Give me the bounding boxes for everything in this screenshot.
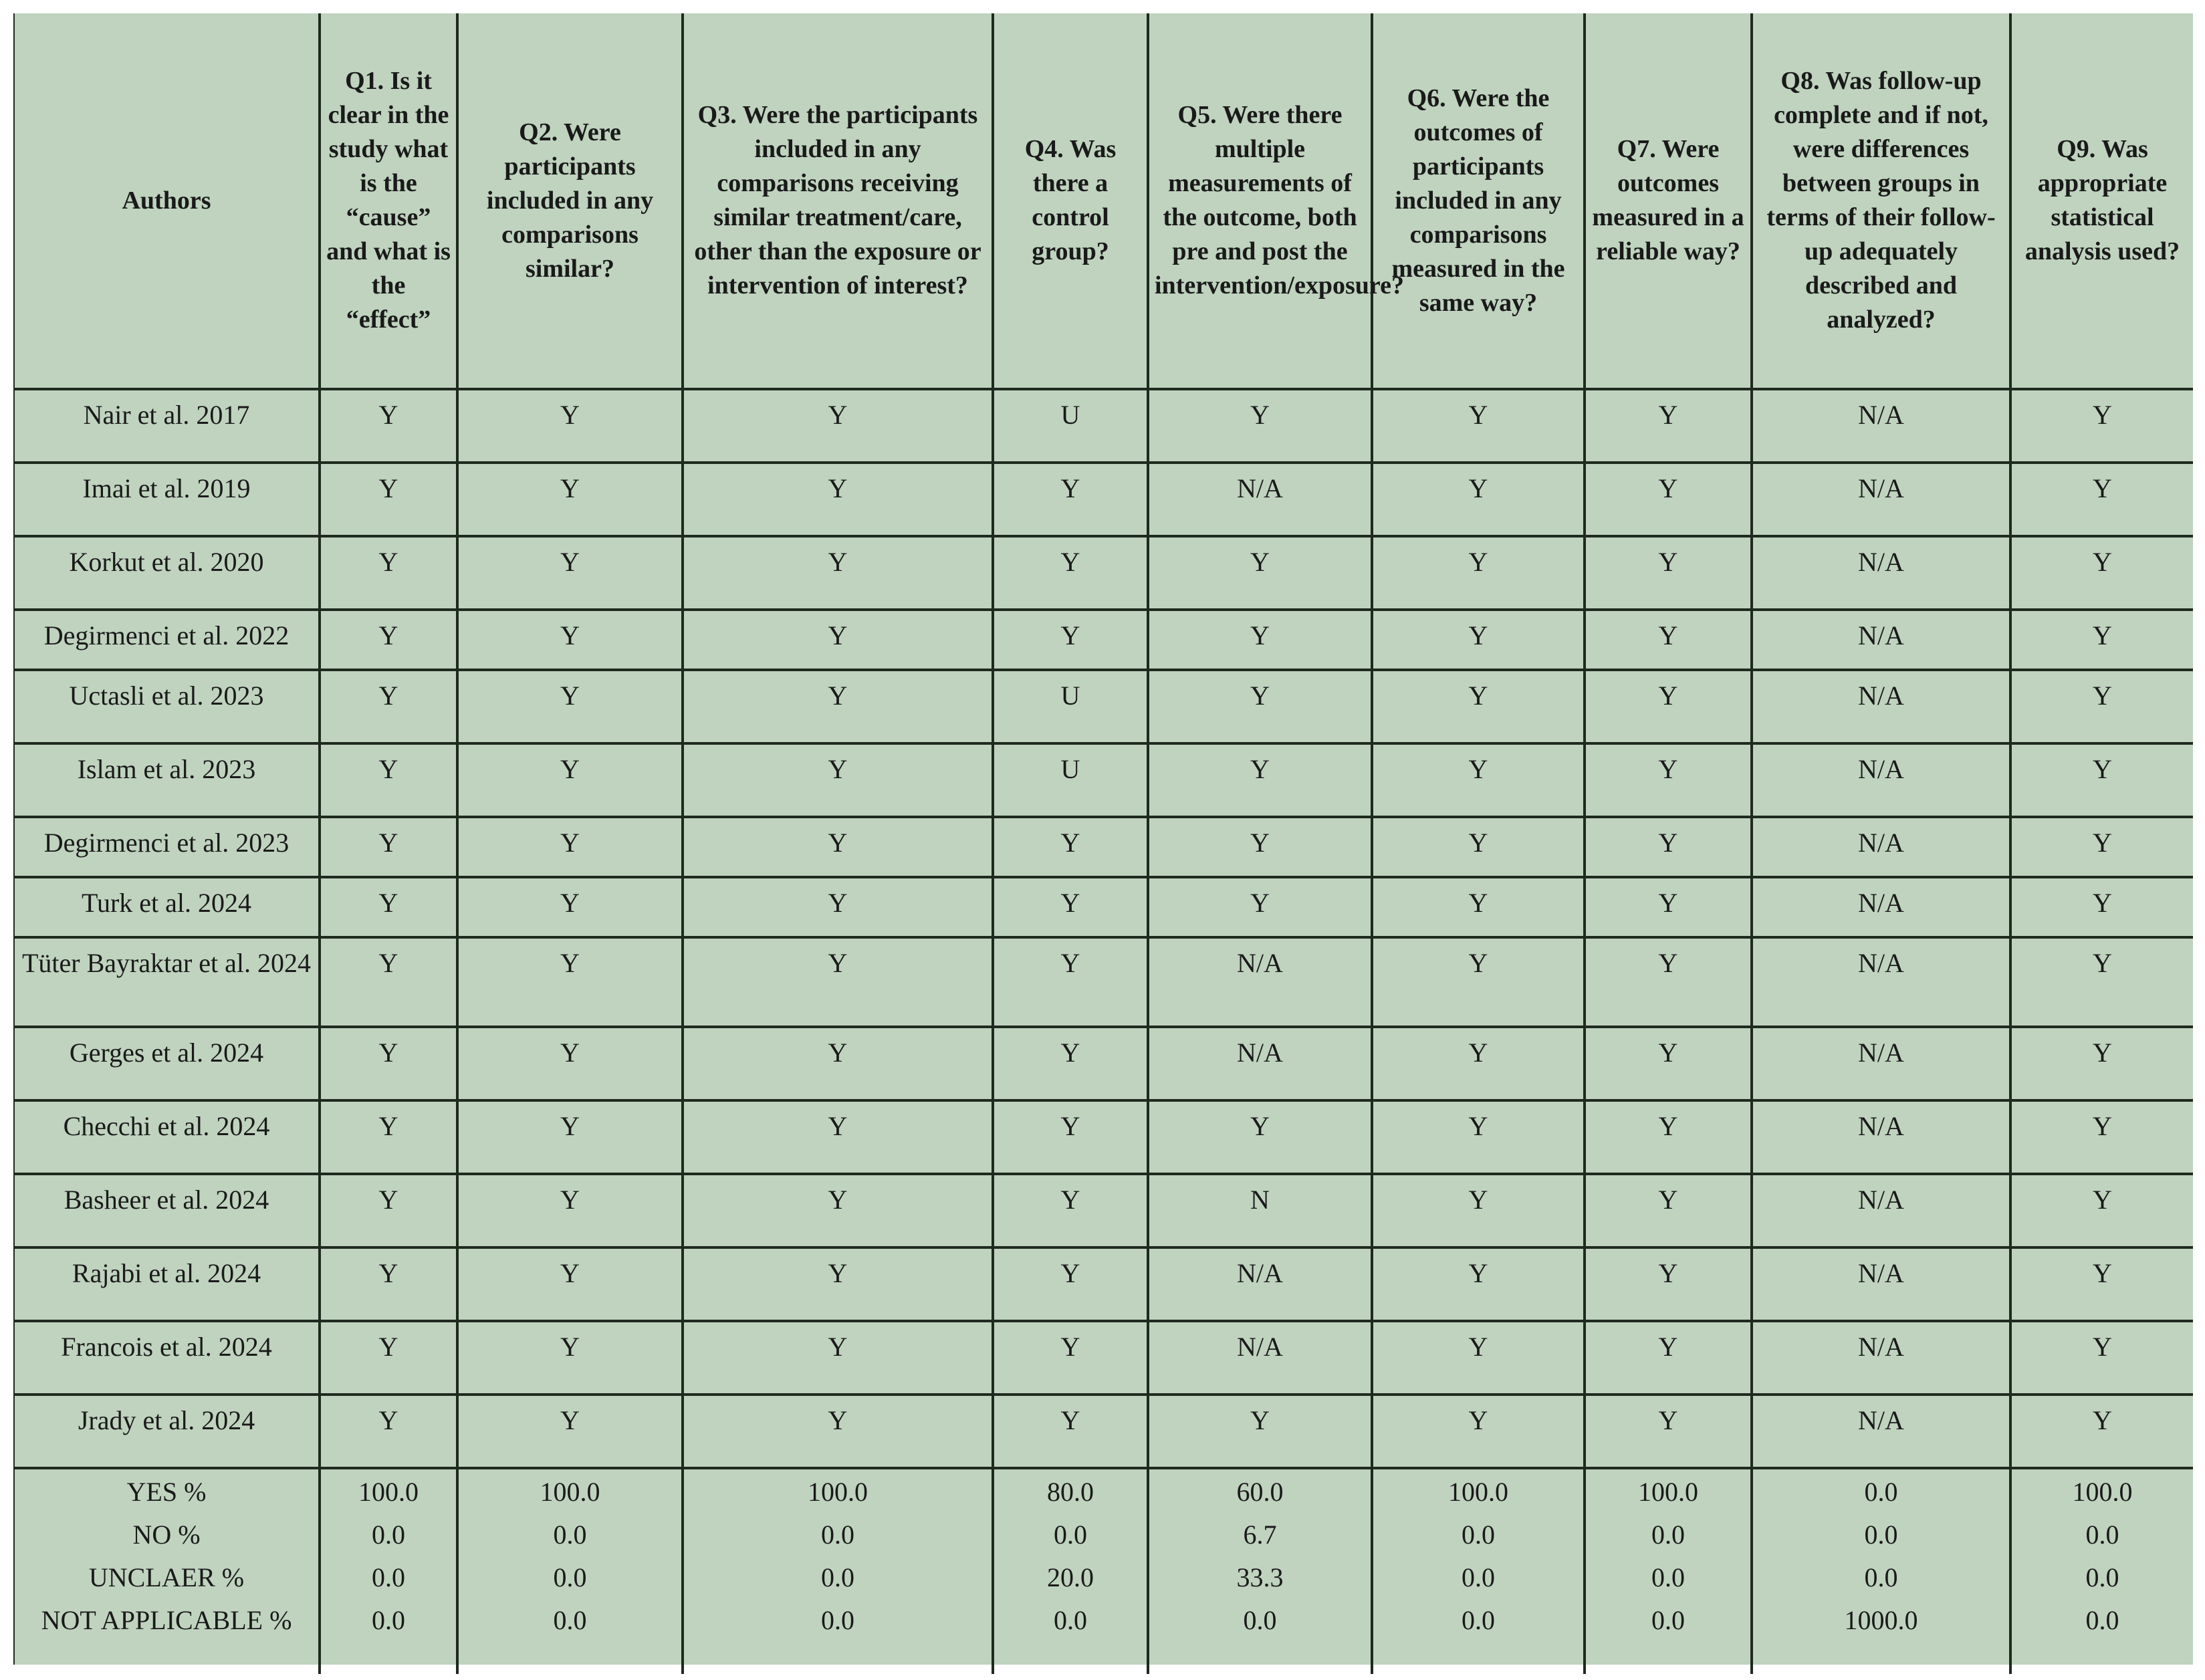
- rating-cell-q9: Y: [2010, 1027, 2193, 1100]
- table-row: [15, 743, 2193, 817]
- rating-cell-q6: Y: [1372, 877, 1585, 937]
- rating-cell-q9: Y: [2010, 610, 2193, 670]
- rating-cell-q3: Y: [683, 463, 993, 536]
- summary-value-q7: 0.0: [1585, 1512, 1752, 1555]
- summary-value-q5: 60.0: [1148, 1468, 1372, 1512]
- author-cell: Jrady et al. 2024: [15, 1395, 320, 1468]
- rating-cell-q1: Y: [320, 1395, 457, 1468]
- rating-cell-q8: N/A: [1752, 536, 2010, 610]
- rating-cell-q7: Y: [1585, 1100, 1752, 1174]
- rating-cell-q1: Y: [320, 1100, 457, 1174]
- rating-cell-q7: Y: [1585, 1395, 1752, 1468]
- rating-cell-q7: Y: [1585, 463, 1752, 536]
- summary-value-q2: 0.0: [457, 1555, 683, 1598]
- rating-cell-q1: Y: [320, 1247, 457, 1321]
- rating-cell-q8: N/A: [1752, 877, 2010, 937]
- summary-value-q6: 0.0: [1372, 1598, 1585, 1674]
- rating-cell-q4: Y: [993, 536, 1148, 610]
- rating-cell-q8: N/A: [1752, 817, 2010, 877]
- summary-value-q4: 0.0: [993, 1598, 1148, 1674]
- header-authors: Authors: [15, 13, 320, 389]
- rating-cell-q6: Y: [1372, 463, 1585, 536]
- rating-cell-q9: Y: [2010, 670, 2193, 743]
- quality-assessment-table-container: [13, 13, 2193, 1665]
- rating-cell-q7: Y: [1585, 937, 1752, 1027]
- summary-value-q9: 0.0: [2010, 1555, 2193, 1598]
- header-q6: Q6. Were the outcomes of participants included in any comparisons measured in the same way?: [1372, 13, 1585, 389]
- author-cell: Francois et al. 2024: [15, 1321, 320, 1395]
- rating-cell-q6: Y: [1372, 1247, 1585, 1321]
- rating-cell-q1: Y: [320, 1321, 457, 1395]
- summary-value-q4: 80.0: [993, 1468, 1148, 1512]
- rating-cell-q2: Y: [457, 463, 683, 536]
- rating-cell-q9: Y: [2010, 1395, 2193, 1468]
- summary-value-q1: 100.0: [320, 1468, 457, 1512]
- summary-label: UNCLAER %: [88, 1562, 245, 1592]
- rating-cell-q3: Y: [683, 817, 993, 877]
- summary-value-q3: 100.0: [683, 1468, 993, 1512]
- rating-cell-q4: Y: [993, 817, 1148, 877]
- rating-cell-q6: Y: [1372, 610, 1585, 670]
- author-cell: Turk et al. 2024: [15, 877, 320, 937]
- header-q7: Q7. Were outcomes measured in a reliable way?: [1585, 13, 1752, 389]
- summary-value-q3: 0.0: [683, 1598, 993, 1674]
- rating-cell-q6: Y: [1372, 389, 1585, 463]
- rating-cell-q3: Y: [683, 877, 993, 937]
- summary-value-q5: 0.0: [1148, 1598, 1372, 1674]
- summary-value-q2: 100.0: [457, 1468, 683, 1512]
- rating-cell-q8: N/A: [1752, 463, 2010, 536]
- rating-cell-q4: U: [993, 743, 1148, 817]
- rating-cell-q9: Y: [2010, 463, 2193, 536]
- summary-label: NO %: [132, 1520, 201, 1550]
- rating-cell-q7: Y: [1585, 1247, 1752, 1321]
- rating-cell-q3: Y: [683, 389, 993, 463]
- table-row: [15, 670, 2193, 743]
- author-cell: Tüter Bayraktar et al. 2024: [15, 937, 320, 1027]
- rating-cell-q8: N/A: [1752, 1247, 2010, 1321]
- rating-cell-q9: Y: [2010, 1100, 2193, 1174]
- header-q2: Q2. Were participants included in any comparisons similar?: [457, 13, 683, 389]
- summary-value-q1: 0.0: [320, 1555, 457, 1598]
- rating-cell-q9: Y: [2010, 1174, 2193, 1247]
- rating-cell-q3: Y: [683, 1395, 993, 1468]
- table-row: [15, 937, 2193, 1027]
- rating-cell-q7: Y: [1585, 1027, 1752, 1100]
- summary-row: [15, 1468, 2193, 1512]
- summary-value-q4: 20.0: [993, 1555, 1148, 1598]
- rating-cell-q2: Y: [457, 610, 683, 670]
- rating-cell-q4: Y: [993, 1247, 1148, 1321]
- rating-cell-q8: N/A: [1752, 1321, 2010, 1395]
- rating-cell-q4: Y: [993, 1395, 1148, 1468]
- rating-cell-q3: Y: [683, 1247, 993, 1321]
- rating-cell-q5: N/A: [1148, 1027, 1372, 1100]
- rating-cell-q5: Y: [1148, 389, 1372, 463]
- rating-cell-q7: Y: [1585, 389, 1752, 463]
- rating-cell-q4: Y: [993, 1321, 1148, 1395]
- table-row: [15, 1247, 2193, 1321]
- rating-cell-q9: Y: [2010, 817, 2193, 877]
- rating-cell-q7: Y: [1585, 610, 1752, 670]
- author-cell: Uctasli et al. 2023: [15, 670, 320, 743]
- rating-cell-q7: Y: [1585, 670, 1752, 743]
- rating-cell-q6: Y: [1372, 1100, 1585, 1174]
- rating-cell-q1: Y: [320, 1027, 457, 1100]
- rating-cell-q2: Y: [457, 1174, 683, 1247]
- rating-cell-q3: Y: [683, 610, 993, 670]
- author-cell: Rajabi et al. 2024: [15, 1247, 320, 1321]
- rating-cell-q5: Y: [1148, 610, 1372, 670]
- rating-cell-q5: Y: [1148, 817, 1372, 877]
- author-cell: Islam et al. 2023: [15, 743, 320, 817]
- rating-cell-q9: Y: [2010, 389, 2193, 463]
- rating-cell-q2: Y: [457, 1247, 683, 1321]
- header-q9: Q9. Was appropriate statistical analysis used?: [2010, 13, 2193, 389]
- table-row: [15, 1100, 2193, 1174]
- rating-cell-q2: Y: [457, 1100, 683, 1174]
- quality-assessment-table: [15, 13, 2193, 1674]
- table-row: [15, 610, 2193, 670]
- rating-cell-q4: Y: [993, 1100, 1148, 1174]
- rating-cell-q7: Y: [1585, 817, 1752, 877]
- rating-cell-q8: N/A: [1752, 670, 2010, 743]
- rating-cell-q5: Y: [1148, 1395, 1372, 1468]
- rating-cell-q3: Y: [683, 1027, 993, 1100]
- author-cell: Degirmenci et al. 2022: [15, 610, 320, 670]
- author-cell: Degirmenci et al. 2023: [15, 817, 320, 877]
- rating-cell-q5: Y: [1148, 536, 1372, 610]
- header-q5: Q5. Were there multiple measurements of the outcome, both pre and post the intervention/exposure?: [1148, 13, 1372, 389]
- rating-cell-q1: Y: [320, 817, 457, 877]
- table-row: [15, 536, 2193, 610]
- rating-cell-q5: N/A: [1148, 937, 1372, 1027]
- rating-cell-q9: Y: [2010, 743, 2193, 817]
- rating-cell-q2: Y: [457, 817, 683, 877]
- table-row: [15, 877, 2193, 937]
- summary-row: [15, 1555, 2193, 1598]
- rating-cell-q8: N/A: [1752, 1174, 2010, 1247]
- author-cell: Imai et al. 2019: [15, 463, 320, 536]
- table-row: [15, 1027, 2193, 1100]
- rating-cell-q6: Y: [1372, 1174, 1585, 1247]
- rating-cell-q9: Y: [2010, 877, 2193, 937]
- header-row: [15, 13, 2193, 389]
- summary-value-q9: 0.0: [2010, 1512, 2193, 1555]
- author-cell: Checchi et al. 2024: [15, 1100, 320, 1174]
- rating-cell-q5: N/A: [1148, 1321, 1372, 1395]
- summary-value-q3: 0.0: [683, 1555, 993, 1598]
- rating-cell-q7: Y: [1585, 1321, 1752, 1395]
- rating-cell-q7: Y: [1585, 877, 1752, 937]
- summary-value-q4: 0.0: [993, 1512, 1148, 1555]
- rating-cell-q2: Y: [457, 670, 683, 743]
- rating-cell-q5: Y: [1148, 743, 1372, 817]
- rating-cell-q8: N/A: [1752, 1027, 2010, 1100]
- summary-value-q7: 100.0: [1585, 1468, 1752, 1512]
- rating-cell-q4: Y: [993, 1027, 1148, 1100]
- summary-value-q6: 0.0: [1372, 1555, 1585, 1598]
- rating-cell-q2: Y: [457, 389, 683, 463]
- rating-cell-q3: Y: [683, 937, 993, 1027]
- rating-cell-q8: N/A: [1752, 937, 2010, 1027]
- table-row: [15, 817, 2193, 877]
- rating-cell-q8: N/A: [1752, 389, 2010, 463]
- summary-value-q8: 0.0: [1752, 1555, 2010, 1598]
- rating-cell-q4: Y: [993, 463, 1148, 536]
- table-row: [15, 389, 2193, 463]
- summary-value-q7: 0.0: [1585, 1555, 1752, 1598]
- rating-cell-q6: Y: [1372, 743, 1585, 817]
- rating-cell-q3: Y: [683, 1174, 993, 1247]
- summary-value-q8: 1000.0: [1752, 1598, 2010, 1674]
- header-q1: Q1. Is it clear in the study what is the “cause” and what is the “effect”: [320, 13, 457, 389]
- header-q8: Q8. Was follow-up complete and if not, were differences between groups in terms of their follow-up adequately described and analyzed?: [1752, 13, 2010, 389]
- summary-row: [15, 1512, 2193, 1555]
- rating-cell-q5: N: [1148, 1174, 1372, 1247]
- rating-cell-q1: Y: [320, 743, 457, 817]
- rating-cell-q4: Y: [993, 937, 1148, 1027]
- rating-cell-q9: Y: [2010, 937, 2193, 1027]
- table-header: [15, 13, 2193, 389]
- rating-cell-q8: N/A: [1752, 1395, 2010, 1468]
- rating-cell-q1: Y: [320, 536, 457, 610]
- rating-cell-q2: Y: [457, 937, 683, 1027]
- rating-cell-q3: Y: [683, 1100, 993, 1174]
- rating-cell-q1: Y: [320, 1174, 457, 1247]
- summary-label: YES %: [126, 1477, 207, 1507]
- rating-cell-q8: N/A: [1752, 1100, 2010, 1174]
- rating-cell-q1: Y: [320, 670, 457, 743]
- author-cell: Basheer et al. 2024: [15, 1174, 320, 1247]
- summary-value-q8: 0.0: [1752, 1468, 2010, 1512]
- summary-value-q6: 0.0: [1372, 1512, 1585, 1555]
- rating-cell-q1: Y: [320, 389, 457, 463]
- summary-value-q2: 0.0: [457, 1512, 683, 1555]
- summary-label: NOT APPLICABLE %: [41, 1605, 292, 1635]
- rating-cell-q5: Y: [1148, 1100, 1372, 1174]
- rating-cell-q3: Y: [683, 670, 993, 743]
- summary-value-q9: 0.0: [2010, 1598, 2193, 1674]
- rating-cell-q6: Y: [1372, 937, 1585, 1027]
- table-row: [15, 1174, 2193, 1247]
- table-row: [15, 1321, 2193, 1395]
- table-row: [15, 1395, 2193, 1468]
- rating-cell-q4: U: [993, 389, 1148, 463]
- rating-cell-q2: Y: [457, 1321, 683, 1395]
- summary-value-q3: 0.0: [683, 1512, 993, 1555]
- rating-cell-q6: Y: [1372, 536, 1585, 610]
- rating-cell-q6: Y: [1372, 1027, 1585, 1100]
- summary-value-q5: 33.3: [1148, 1555, 1372, 1598]
- summary-row: [15, 1598, 2193, 1674]
- rating-cell-q6: Y: [1372, 670, 1585, 743]
- rating-cell-q9: Y: [2010, 1247, 2193, 1321]
- rating-cell-q5: Y: [1148, 670, 1372, 743]
- rating-cell-q9: Y: [2010, 1321, 2193, 1395]
- author-cell: Nair et al. 2017: [15, 389, 320, 463]
- rating-cell-q8: N/A: [1752, 743, 2010, 817]
- summary-value-q2: 0.0: [457, 1598, 683, 1674]
- rating-cell-q2: Y: [457, 877, 683, 937]
- rating-cell-q5: N/A: [1148, 463, 1372, 536]
- author-cell: Korkut et al. 2020: [15, 536, 320, 610]
- rating-cell-q4: Y: [993, 877, 1148, 937]
- summary-value-q1: 0.0: [320, 1512, 457, 1555]
- rating-cell-q6: Y: [1372, 1395, 1585, 1468]
- rating-cell-q1: Y: [320, 937, 457, 1027]
- summary-value-q7: 0.0: [1585, 1598, 1752, 1674]
- rating-cell-q5: Y: [1148, 877, 1372, 937]
- rating-cell-q2: Y: [457, 536, 683, 610]
- rating-cell-q5: N/A: [1148, 1247, 1372, 1321]
- header-q4: Q4. Was there a control group?: [993, 13, 1148, 389]
- table-row: [15, 463, 2193, 536]
- rating-cell-q2: Y: [457, 1027, 683, 1100]
- rating-cell-q3: Y: [683, 1321, 993, 1395]
- rating-cell-q4: U: [993, 670, 1148, 743]
- summary-value-q8: 0.0: [1752, 1512, 2010, 1555]
- rating-cell-q1: Y: [320, 610, 457, 670]
- table-body: [15, 389, 2193, 1468]
- rating-cell-q7: Y: [1585, 743, 1752, 817]
- rating-cell-q4: Y: [993, 1174, 1148, 1247]
- header-q3: Q3. Were the participants included in any comparisons receiving similar treatment/care, other than the exposure or intervention of interest?: [683, 13, 993, 389]
- rating-cell-q7: Y: [1585, 1174, 1752, 1247]
- author-cell: Gerges et al. 2024: [15, 1027, 320, 1100]
- rating-cell-q8: N/A: [1752, 610, 2010, 670]
- rating-cell-q7: Y: [1585, 536, 1752, 610]
- rating-cell-q2: Y: [457, 743, 683, 817]
- rating-cell-q6: Y: [1372, 817, 1585, 877]
- rating-cell-q4: Y: [993, 610, 1148, 670]
- rating-cell-q1: Y: [320, 463, 457, 536]
- rating-cell-q2: Y: [457, 1395, 683, 1468]
- rating-cell-q9: Y: [2010, 536, 2193, 610]
- rating-cell-q1: Y: [320, 877, 457, 937]
- summary-value-q1: 0.0: [320, 1598, 457, 1674]
- summary-value-q5: 6.7: [1148, 1512, 1372, 1555]
- rating-cell-q3: Y: [683, 743, 993, 817]
- summary-body: [15, 1468, 2193, 1674]
- summary-value-q9: 100.0: [2010, 1468, 2193, 1512]
- rating-cell-q3: Y: [683, 536, 993, 610]
- rating-cell-q6: Y: [1372, 1321, 1585, 1395]
- summary-value-q6: 100.0: [1372, 1468, 1585, 1512]
